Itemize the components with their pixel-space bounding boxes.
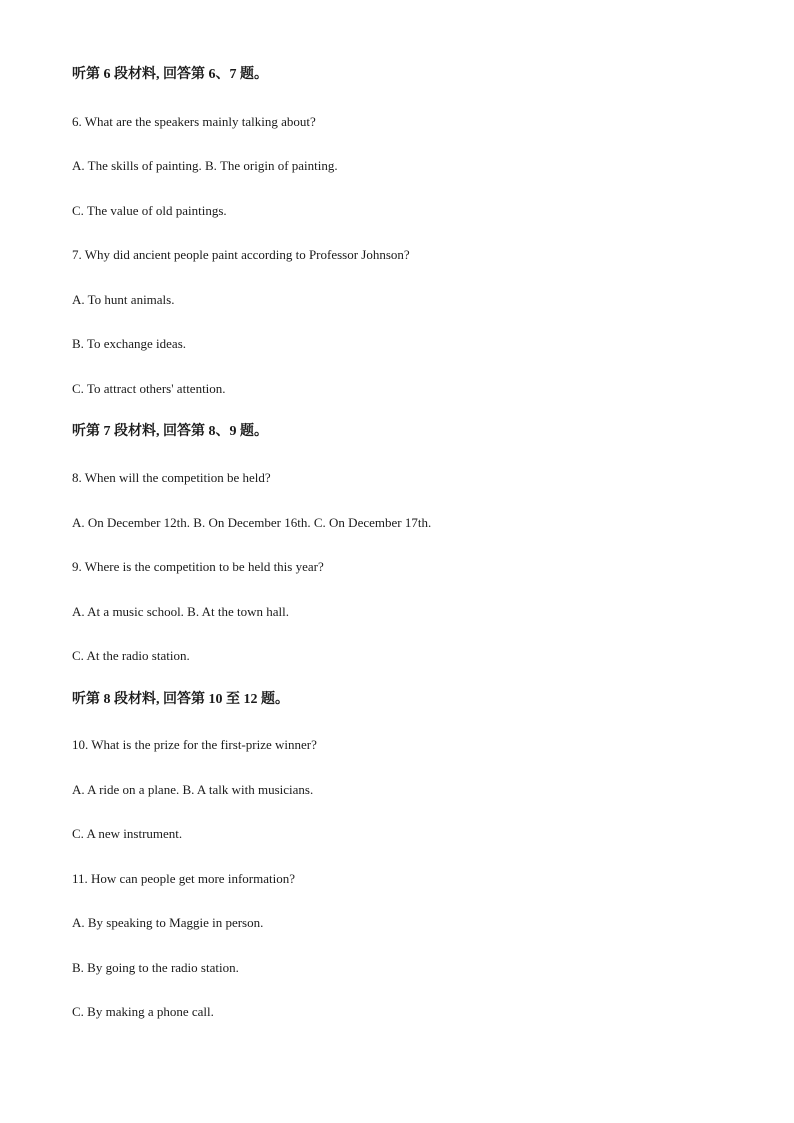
answer-option: C. By making a phone call. (72, 1004, 214, 1019)
question-stem: 9. Where is the competition to be held this year? (72, 559, 324, 574)
question-stem: 7. Why did ancient people paint according to Professor Johnson? (72, 247, 410, 262)
section-heading: 听第 7 段材料, 回答第 8、9 题。 (72, 424, 268, 439)
answer-options: A. On December 12th. B. On December 16th. C. On December 17th. (72, 515, 432, 530)
section-heading: 听第 6 段材料, 回答第 6、7 题。 (72, 67, 268, 82)
answer-option: C. A new instrument. (72, 826, 183, 841)
answer-option: C. At the radio station. (72, 648, 190, 663)
answer-option: C. The value of old paintings. (72, 203, 227, 218)
answer-options: A. A ride on a plane. B. A talk with musicians. (72, 782, 314, 797)
answer-option: A. By speaking to Maggie in person. (72, 915, 264, 930)
section-heading: 听第 8 段材料, 回答第 10 至 12 题。 (72, 692, 289, 707)
answer-options: A. The skills of painting. B. The origin of painting. (72, 158, 338, 173)
answer-option: B. To exchange ideas. (72, 336, 187, 351)
question-stem: 11. How can people get more information? (72, 871, 295, 886)
answer-options: A. At a music school. B. At the town hall. (72, 604, 290, 619)
answer-option: B. By going to the radio station. (72, 960, 239, 975)
question-stem: 6. What are the speakers mainly talking about? (72, 114, 316, 129)
answer-option: C. To attract others' attention. (72, 381, 226, 396)
question-stem: 8. When will the competition be held? (72, 470, 271, 485)
answer-option: A. To hunt animals. (72, 292, 175, 307)
question-stem: 10. What is the prize for the first-prize winner? (72, 737, 317, 752)
